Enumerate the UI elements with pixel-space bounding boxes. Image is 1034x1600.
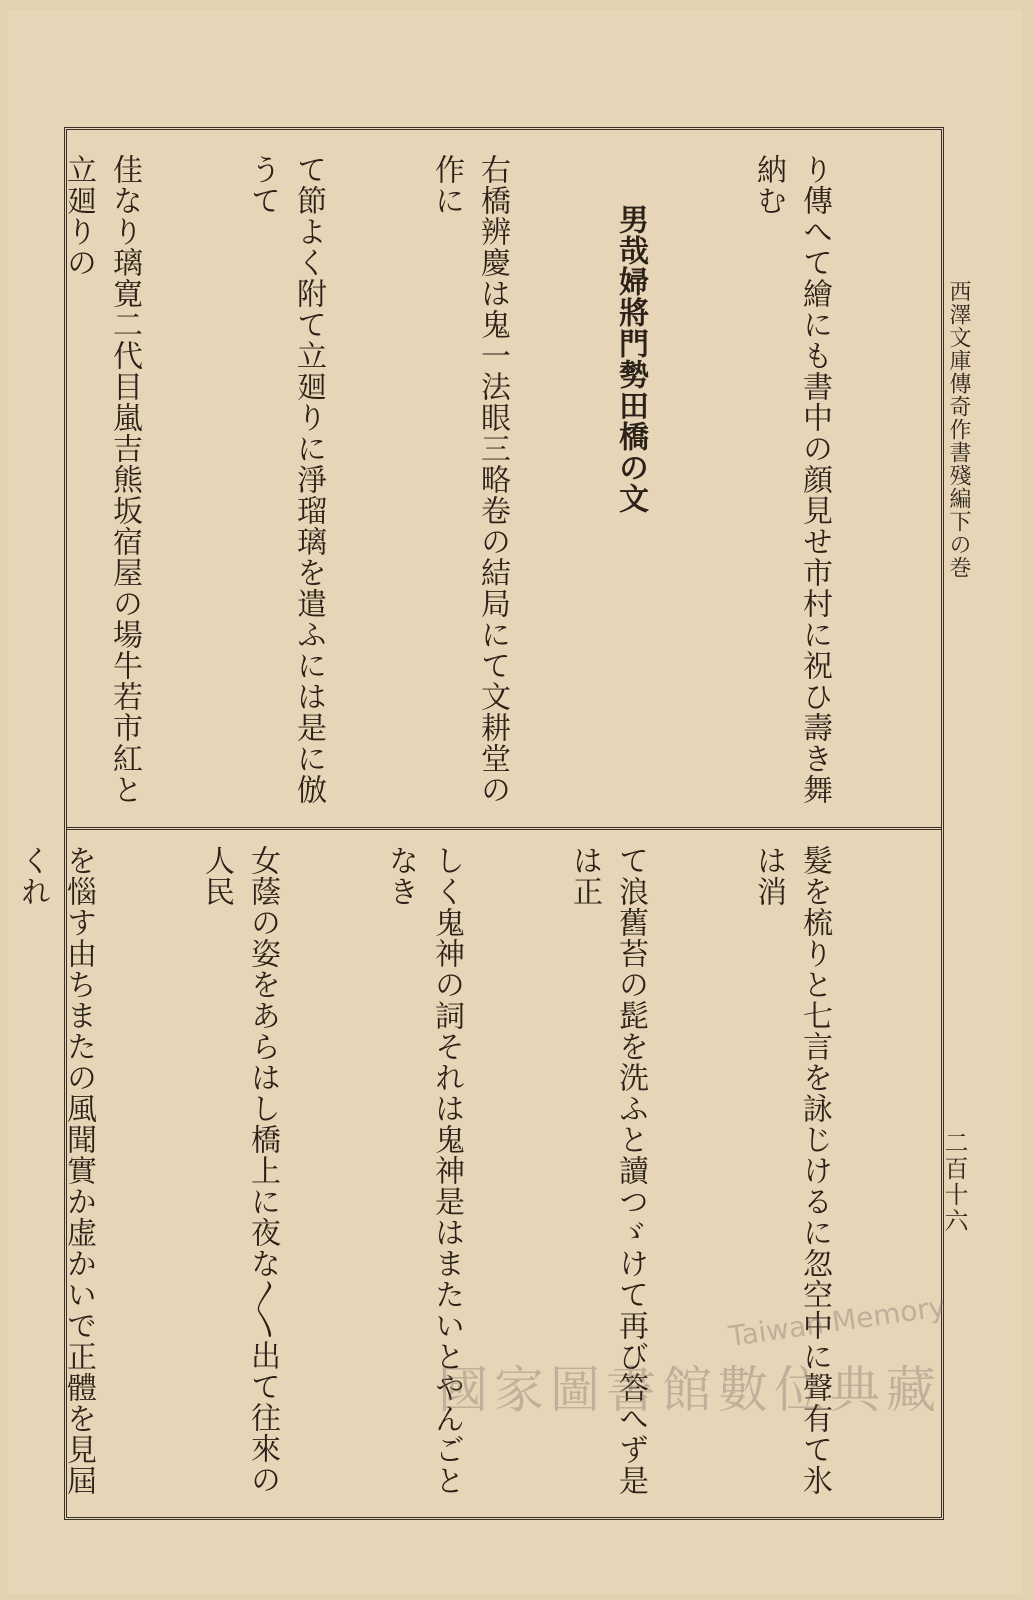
watermark: 國家圖書館數位典藏	[438, 1361, 942, 1419]
text-line: を惱す由ちまたの風聞實か虚かいで正體を見屆くれ	[15, 845, 96, 1496]
watermark-latin: Taiwan Memory	[726, 1289, 948, 1354]
text-line: 右橋辨慶は鬼一法眼三略卷の結局にて文耕堂の作に	[429, 154, 510, 805]
text-line: 佳なり璃寛二代目嵐吉熊坂宿屋の場牛若市紅と立廻りの	[61, 154, 142, 805]
page	[8, 10, 1022, 1594]
text-line: り傳へて繪にも書中の顔見せ市村に祝ひ壽き舞納む	[751, 154, 832, 805]
text-line: 女蔭の姿をあらはし橋上に夜な〳〵出て往來の人民	[199, 845, 280, 1495]
text-line: て浪舊苔の髭を洗ふと讀つゞけて再び答へず是は正	[567, 845, 648, 1496]
text-line: 髮を梳りと七言を詠じけるに忽空中に聲有て氷は消	[751, 845, 832, 1496]
text-line: て節よく附て立廻りに淨瑠璃を遣ふには是に倣うて	[245, 154, 326, 805]
running-title: 西澤文庫傳奇作書殘編下の巻	[946, 280, 971, 579]
page-number: 二百十六	[940, 1130, 968, 1234]
section-divider	[67, 827, 941, 830]
top-text-block	[61, 154, 929, 814]
text-line: しく鬼神の詞それは鬼神是はまたいとやんごとなき	[383, 845, 464, 1496]
section-title: 男哉婦將門勢田橋の文	[613, 204, 648, 514]
